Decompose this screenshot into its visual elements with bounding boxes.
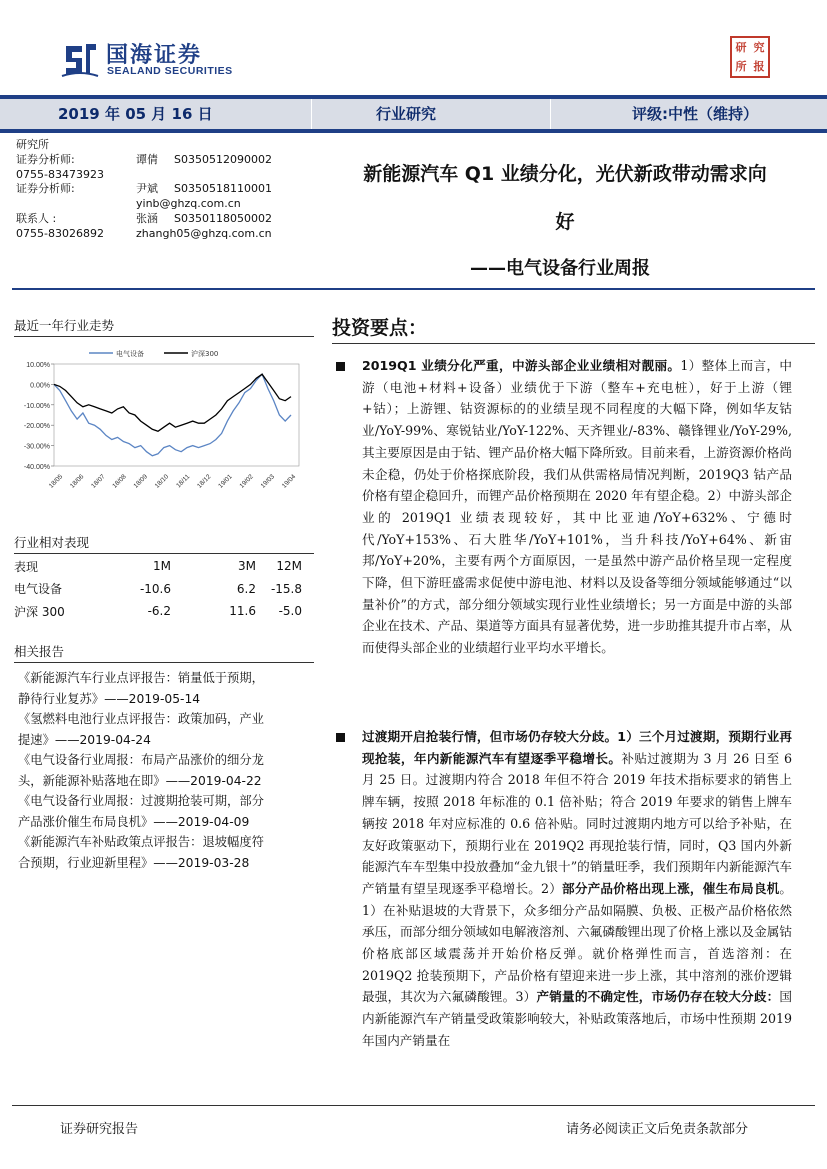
footer-right: 请务必阅读正文后免责条款部分 xyxy=(566,1122,749,1137)
x-tick-label: 19/04 xyxy=(280,473,298,490)
report-title xyxy=(330,150,800,246)
industry-trend-chart xyxy=(14,344,314,494)
section-rule xyxy=(332,343,815,344)
y-tick-label: -30.00% xyxy=(23,443,50,451)
analyst-name: 张涵 xyxy=(136,211,158,225)
footer-left: 证券研究报告 xyxy=(60,1122,139,1137)
y-tick-label: -40.00% xyxy=(23,464,50,471)
analyst-row xyxy=(16,168,316,183)
analyst-role: 联系人 : xyxy=(16,211,57,225)
paragraph-body: 国内新能源汽车产销量受政策影响较大，补贴政策落地后，市场中性预期 2019 年国内产销量在 xyxy=(362,989,793,1048)
x-tick-label: 18/09 xyxy=(132,473,149,490)
header-divider xyxy=(550,99,551,129)
related-reports-list xyxy=(18,668,314,873)
y-tick-label: 0.00% xyxy=(30,382,50,390)
paragraph-body: 补贴过渡期为 3 月 26 日至 6 月 25 日。过渡期内符合 2018 年但不符合 2019 年技术指标要求的销售上牌车辆，按照 2018 年标准的 0.1 倍补贴；符合 2019 年要求的销售上牌车辆按 2018 年对应标准的 0.6 倍补贴。同时过渡期内地方可以给予补贴，在友好政策驱动下，预期行业在 2019Q2 再现抢装行情，同时，Q3 国内外新能源汽车车型集中投放叠加“金九银十”的销量旺季，我们预期年内新能源汽车产销量有望呈现逐季平稳增长。2） xyxy=(362,750,793,896)
legend-label: 沪深300 xyxy=(191,350,219,358)
stamp-char: 究 xyxy=(753,41,765,54)
report-header-bar xyxy=(0,95,827,133)
paragraph-lead: 部分产品价格出现上涨，催生布局良机 xyxy=(562,880,780,896)
section-rule xyxy=(14,336,314,337)
y-tick-label: -20.00% xyxy=(23,423,50,431)
column-header: 12M xyxy=(276,559,302,574)
cell-1m: -6.2 xyxy=(147,604,171,619)
analyst-id: S0350512090002 xyxy=(174,152,272,166)
paragraph-q1-results xyxy=(362,355,792,659)
x-tick-label: 18/08 xyxy=(111,473,128,490)
x-tick-label: 19/01 xyxy=(217,473,234,490)
report-rating: 评级:中性（维持） xyxy=(632,105,758,123)
x-tick-label: 18/07 xyxy=(90,473,107,490)
report-category: 行业研究 xyxy=(376,105,437,123)
stamp-char: 所 xyxy=(735,60,747,73)
report-link[interactable]: 合预期，行业迎新里程》——2019-03-28 xyxy=(18,855,250,870)
column-header: 3M xyxy=(238,559,256,574)
logo-chinese-name: 国海证券 xyxy=(106,43,203,68)
logo-english-name: SEALAND SECURITIES xyxy=(107,65,233,77)
research-stamp xyxy=(730,36,770,78)
header-divider xyxy=(311,99,312,129)
table-row xyxy=(14,578,314,601)
analyst-info xyxy=(16,138,316,242)
analyst-row xyxy=(16,153,316,168)
report-link[interactable]: 《电气设备行业周报：布局产品涨价的细分龙 xyxy=(18,753,264,767)
paragraph-lead: 2019Q1 业绩分化严重，中游头部企业业绩相对靓丽。 xyxy=(362,358,681,373)
table-row xyxy=(14,600,314,623)
analyst-id: S0350518110001 xyxy=(174,182,272,196)
performance-heading: 行业相对表现 xyxy=(14,535,90,550)
y-tick-label: -10.00% xyxy=(23,402,50,410)
report-link[interactable]: 《新能源汽车补贴政策点评报告：退坡幅度符 xyxy=(18,835,264,849)
trend-heading: 最近一年行业走势 xyxy=(14,318,115,333)
research-dept: 研究所 xyxy=(16,138,49,151)
analyst-role: 证券分析师: xyxy=(16,182,75,196)
row-name: 电气设备 xyxy=(14,582,63,597)
x-tick-label: 18/05 xyxy=(47,473,65,490)
analyst-phone: 0755-83026892 xyxy=(16,226,104,240)
y-tick-label: 10.00% xyxy=(26,362,50,369)
performance-table xyxy=(14,555,314,623)
report-link[interactable]: 头，新能源补贴落地在即》——2019-04-22 xyxy=(18,773,262,788)
paragraph-transition-period xyxy=(362,726,792,1052)
paragraph-body: 。1）在补贴退坡的大背景下，众多细分产品如隔膜、负极、正极产品价格依然承压，而部分细分领域如电解液溶剂、六氟磷酸锂出现了价格上涨以及金属钴价格底部区域震荡并开始价格反弹。就价格弹性而言，首选溶剂：在 2019Q2 抢装预期下，产品价格有望迎来进一步上涨，其中溶剂的涨价逻辑最强，其次为六氟磷酸锂。3） xyxy=(362,880,793,1005)
bullet-icon xyxy=(336,362,345,371)
analyst-email[interactable]: zhangh05@ghzq.com.cn xyxy=(136,226,272,240)
cell-3m: 11.6 xyxy=(229,604,256,619)
report-link[interactable]: 静待行业复苏》——2019-05-14 xyxy=(18,691,201,706)
report-subtitle: ——电气设备行业周报 xyxy=(470,258,650,279)
series-line-1 xyxy=(54,374,291,431)
legend-label: 电气设备 xyxy=(116,350,144,358)
analyst-row xyxy=(16,227,316,242)
analyst-role: 证券分析师: xyxy=(16,152,75,166)
paragraph-body: 1）整体上而言，中游（电池+材料+设备）业绩优于下游（整车+充电桩），好于上游（锂+钴）；上游锂、钴资源标的的业绩呈现不同程度的大幅下降，例如华友钴业/YoY-99%、寒锐钴业/YoY-122%、天齐锂业/-83%、赣锋锂业/YoY-29%,其主要原因是由于钴、锂产品价格大幅下降所致。目前来看，上游资源价格尚未企稳，仍处于价格探底阶段，我们从供需格局情况判断，2019Q3 钴产品价格有望企稳回升，而锂产品价格预期在 2020 年有望企稳。2）中游头部企业的 2019Q1 业绩表现较好，其中比亚迪/YoY+632%、宁德时代/YoY+153%、石大胜华/YoY+101%，当升科技/YoY+64%、新宙邦/YoY+20%，主要有两个方面原因，一是虽然中游产品价格呈现一定程度下降，但下游旺盛需求促使中游电池、材料以及设备等细分领域能够通过“以量补价”的方式，部分细分领域实现行业性业绩增长；另一方面是中游的头部企业在技术、产品、渠道等方面具有显著优势，进一步助推其提升市占率，从而使得头部企业的业绩超行业平均水平增长。 xyxy=(362,358,793,656)
x-tick-label: 18/12 xyxy=(196,473,213,490)
section-rule xyxy=(14,662,314,663)
analyst-row xyxy=(16,182,316,197)
bullet-icon xyxy=(336,733,345,742)
x-tick-label: 18/06 xyxy=(68,473,86,490)
report-link[interactable]: 提速》——2019-04-24 xyxy=(18,732,151,747)
section-rule xyxy=(14,553,314,554)
analyst-id: S0350118050002 xyxy=(174,211,272,225)
title-line: 好 xyxy=(555,211,575,233)
analyst-email[interactable]: yinb@ghzq.com.cn xyxy=(136,197,241,211)
cell-1m: -10.6 xyxy=(139,581,171,596)
analyst-name: 谭倩 xyxy=(136,152,158,166)
x-tick-label: 19/03 xyxy=(259,473,277,490)
x-tick-label: 19/02 xyxy=(238,473,255,490)
column-header: 表现 xyxy=(14,559,39,574)
title-line: 新能源汽车 Q1 业绩分化，光伏新政带动需求向 xyxy=(363,163,767,185)
sealand-logo-mark-icon xyxy=(60,40,100,78)
analyst-row xyxy=(16,197,316,212)
cell-12m: -15.8 xyxy=(270,581,302,596)
table-header-row xyxy=(14,555,314,578)
analyst-name: 尹斌 xyxy=(136,182,158,196)
related-heading: 相关报告 xyxy=(14,644,65,659)
cell-3m: 6.2 xyxy=(236,581,256,596)
analyst-phone: 0755-83473923 xyxy=(16,167,104,181)
stamp-char: 研 xyxy=(735,41,747,54)
x-tick-label: 18/10 xyxy=(153,473,171,490)
stamp-char: 报 xyxy=(753,60,765,73)
paragraph-lead: 产销量的不确定性，市场仍存在较大分歧： xyxy=(536,989,780,1005)
report-date: 2019 年 05 月 16 日 xyxy=(58,105,213,123)
column-header: 1M xyxy=(153,559,171,574)
paragraph-lead: 过渡期开启抢装行情，但市场仍存较大分歧。1）三个月过渡期，预期行业再现抢装，年内新能源汽车有望逐季平稳增长。 xyxy=(362,729,792,766)
report-link[interactable]: 《新能源汽车行业点评报告：销量低于预期， xyxy=(18,671,264,685)
cell-12m: -5.0 xyxy=(278,604,302,619)
series-line-0 xyxy=(54,374,291,456)
row-name: 沪深 300 xyxy=(14,604,65,619)
header-separator xyxy=(12,288,815,290)
report-link[interactable]: 产品涨价催生布局良机》——2019-04-09 xyxy=(18,814,250,829)
investment-highlights-heading: 投资要点： xyxy=(332,317,428,339)
sealand-logo xyxy=(60,38,260,80)
report-link[interactable]: 《电气设备行业周报：过渡期抢装可期，部分 xyxy=(18,794,264,808)
analyst-row xyxy=(16,212,316,227)
footer-rule xyxy=(12,1105,815,1106)
x-tick-label: 18/11 xyxy=(175,473,192,490)
report-link[interactable]: 《氢燃料电池行业点评报告：政策加码，产业 xyxy=(18,712,264,726)
